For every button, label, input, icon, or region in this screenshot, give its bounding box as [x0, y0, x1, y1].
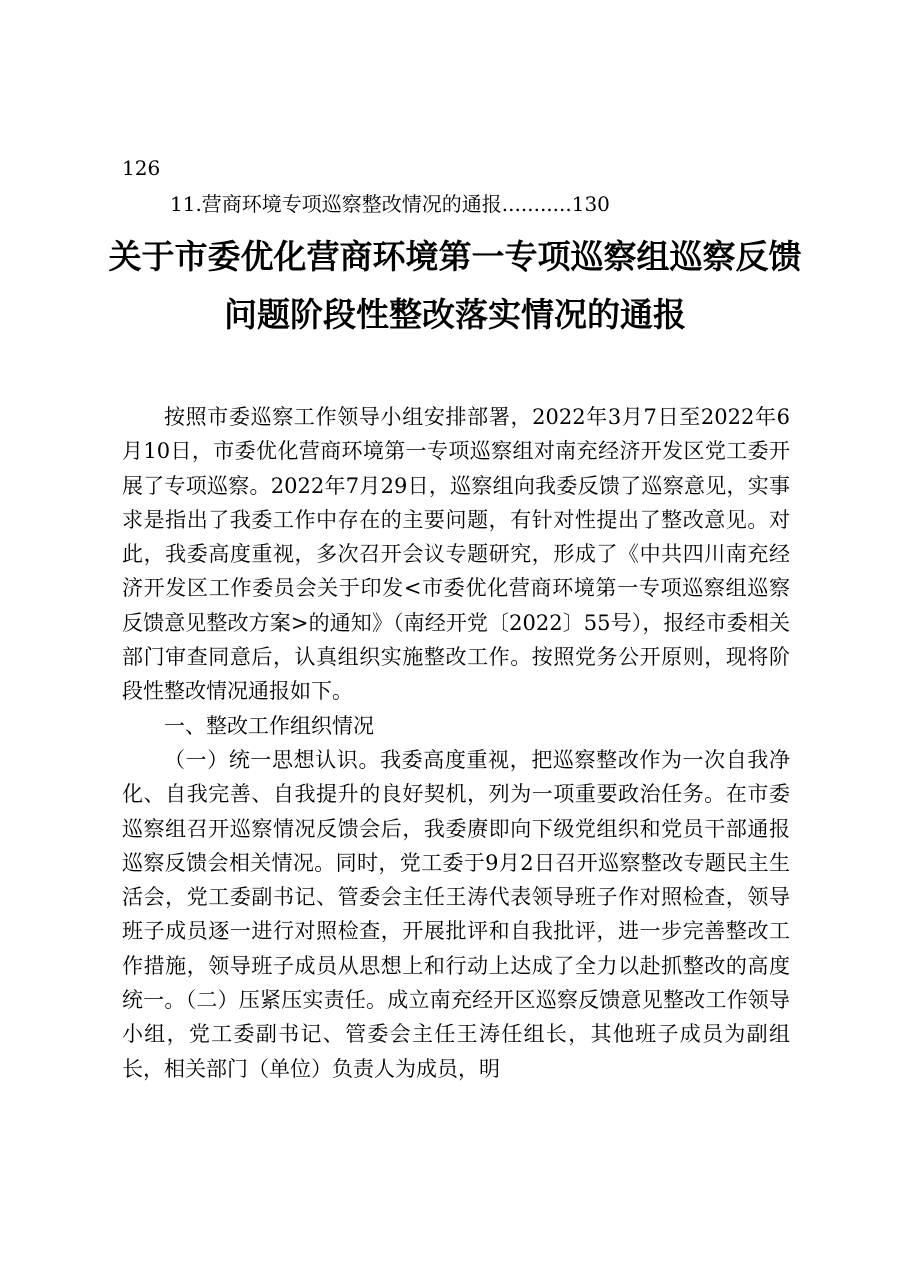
document-title: 关于市委优化营商环境第一专项巡察组巡察反馈问题阶段性整改落实情况的通报 [108, 237, 802, 334]
document-body [122, 400, 790, 1086]
toc-entry: 11.营商环境专项巡察整改情况的通报...........130 [170, 192, 610, 216]
toc-page-number: 126 [122, 156, 161, 180]
paragraph-section-1: （一）统一思想认识。我委高度重视，把巡察整改作为一次自我净化、自我完善、自我提升的良好契机，列为一项重要政治任务。在市委巡察组召开巡察情况反馈会后，我委赓即向下级党组织和党员干部通报巡察反馈会相关情况。同时，党工委于9月2日召开巡察整改专题民主生活会，党工委副书记、管委会主任王涛代表领导班子作对照检查，领导班子成员逐一进行对照检查，开展批评和自我批评，进一步完善整改工作措施，领导班子成员从思想上和行动上达成了全力以赴抓整改的高度统一。（二）压紧压实责任。成立南充经开区巡察反馈意见整改工作领导小组，党工委副书记、管委会主任王涛任组长，其他班子成员为副组长，相关部门（单位）负责人为成员，明 [122, 747, 790, 1081]
section-heading: 一、整改工作组织情况 [164, 713, 374, 738]
paragraph-intro: 按照市委巡察工作领导小组安排部署，2022年3月7日至2022年6月10日，市委优化营商环境第一专项巡察组对南充经济开发区党工委开展了专项巡察。2022年7月29日，巡察组向我委反馈了巡察意见，实事求是指出了我委工作中存在的主要问题，有针对性提出了整改意见。对此，我委高度重视，多次召开会议专题研究，形成了《中共四川南充经济开发区工作委员会关于印发<市委优化营商环境第一专项巡察组巡察反馈意见整改方案>的通知》（南经开党〔2022〕55号），报经市委相关部门审查同意后，认真组织实施整改工作。按照党务公开原则，现将阶段性整改情况通报如下。 [122, 405, 790, 704]
